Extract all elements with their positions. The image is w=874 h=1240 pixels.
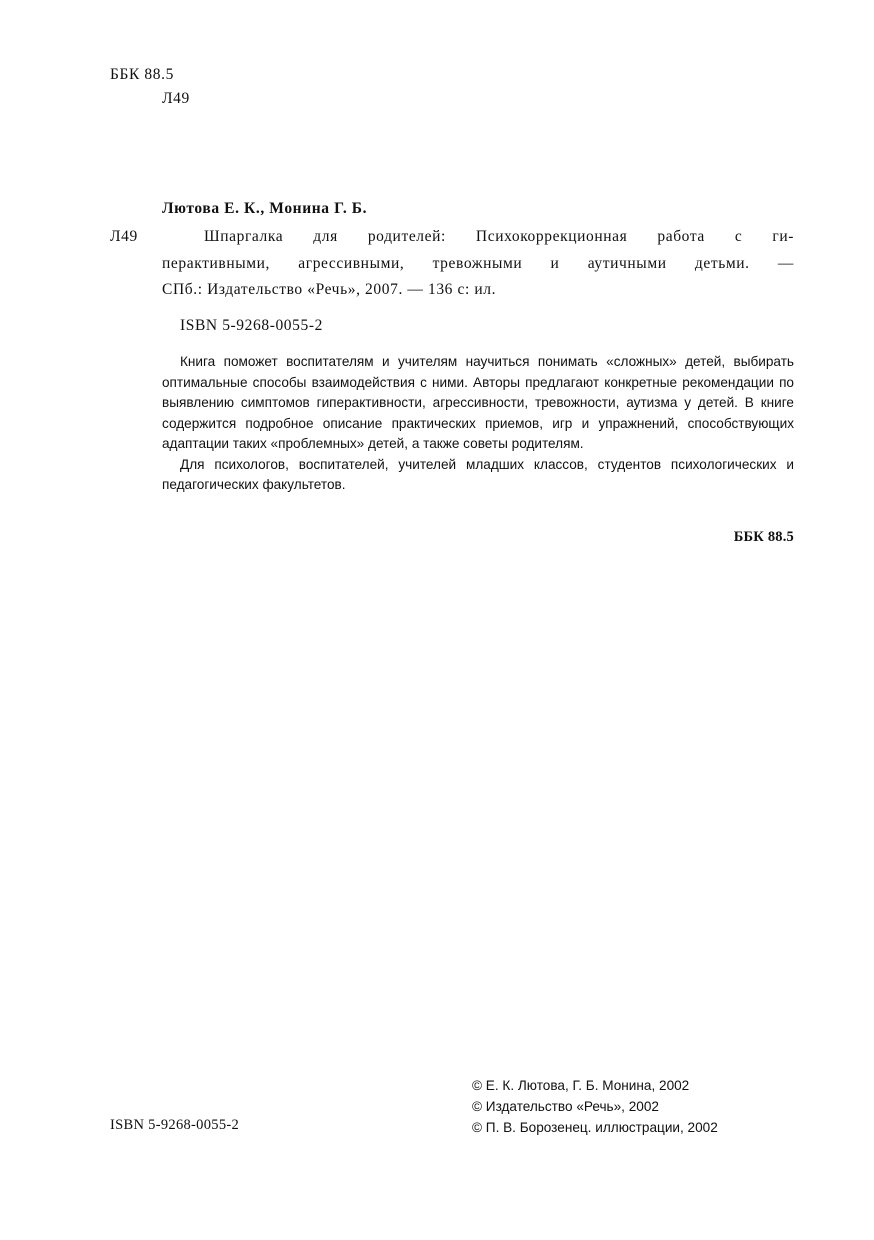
authors: Лютова Е. К., Монина Г. Б.	[162, 200, 368, 217]
annotation	[162, 352, 794, 496]
citation-line-1: Шпаргалка для родителей: Психокоррекционная работа с ги-	[204, 228, 794, 245]
citation-line-3: СПб.: Издательство «Речь», 2007. — 136 с: ил.	[162, 281, 497, 298]
author-mark-citation: Л49	[110, 228, 138, 245]
copyright-line: © П. В. Борозенец. иллюстрации, 2002	[472, 1120, 718, 1135]
copyright-line: © Е. К. Лютова, Г. Б. Монина, 2002	[472, 1078, 690, 1093]
annotation-paragraph-1: Книга поможет воспитателям и учителям научиться понимать «сложных» детей, выбирать оптимальные способы взаимодействия с ними. Авторы предлагают конкретные рекомендации по выявлению симптомов гиперактивности, агрессивности, тревожности, аутизма у детей. В книге содержится подробное описание практических приемов, игр и упражнений, способствующих адаптации таких «проблемных» детей, а также советы родителям.	[162, 354, 794, 451]
bbk-code: ББК 88.5	[110, 66, 174, 83]
copyright-block	[472, 1075, 718, 1138]
footer-isbn: ISBN 5-9268-0055-2	[110, 1117, 240, 1133]
author-mark-header: Л49	[162, 90, 190, 107]
citation-isbn: ISBN 5-9268-0055-2	[180, 317, 323, 334]
bbk-code-right: ББК 88.5	[733, 529, 794, 545]
annotation-paragraph-2: Для психологов, воспитателей, учителей младших классов, студентов психологических и педагогических факультетов.	[162, 456, 794, 492]
citation-line-2: перактивными, агрессивными, тревожными и аутичными детьми. —	[162, 255, 794, 272]
copyright-line: © Издательство «Речь», 2002	[472, 1099, 659, 1114]
